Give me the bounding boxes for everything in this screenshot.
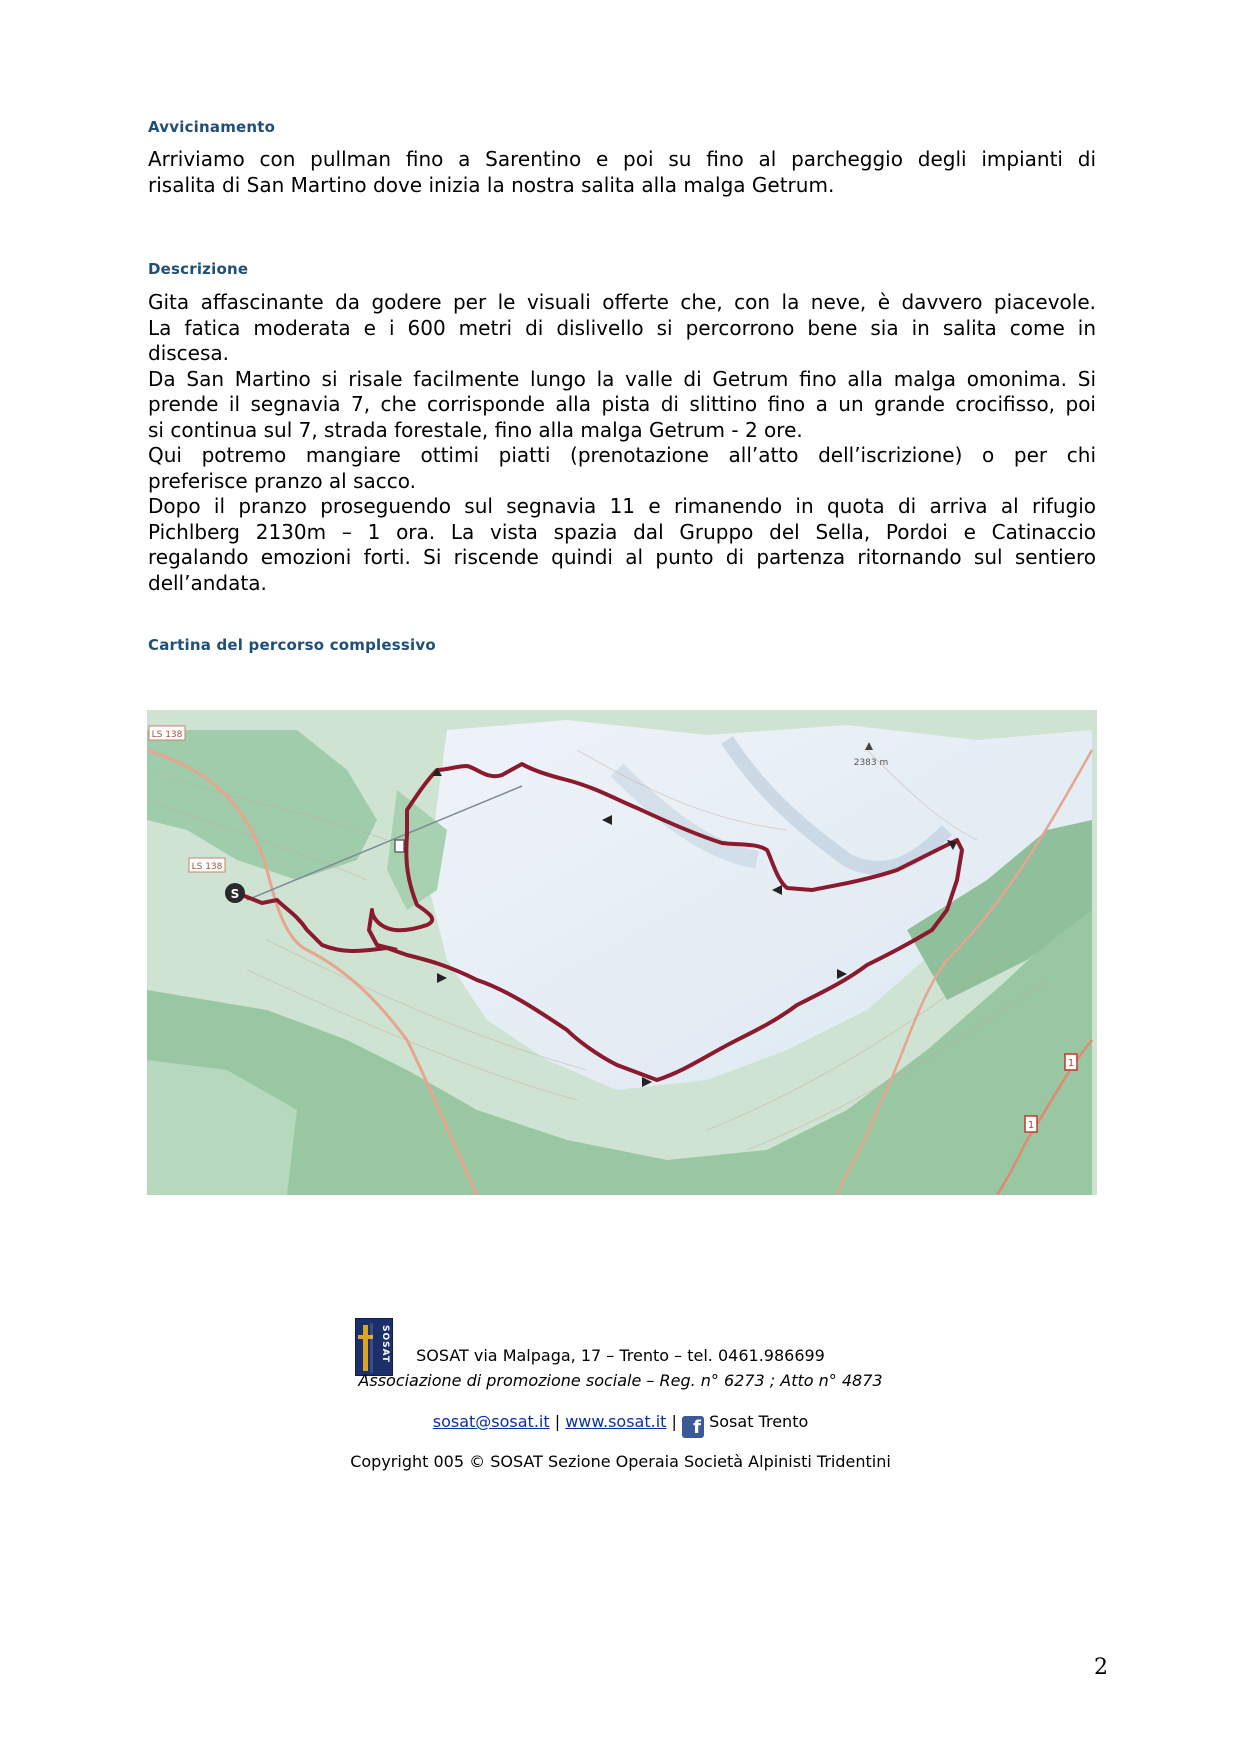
peak-elevation-label: 2383 m — [853, 758, 889, 768]
description-line: regalando emozioni forti. Si riscende quindi al punto di partenza ritornando sul sentiero — [148, 545, 1096, 569]
description-line: preferisce pranzo al sacco. — [148, 468, 417, 493]
description-line: Pichlberg 2130m – 1 ora. La vista spazia dal Gruppo del Sella, Pordoi e Catinaccio — [148, 519, 1096, 544]
page-number: 2 — [1094, 1655, 1108, 1680]
approach-paragraph — [148, 147, 1096, 198]
description-paragraph — [148, 290, 1096, 596]
sosat-logo-text: SOSAT — [380, 1325, 390, 1364]
email-link[interactable]: sosat@sosat.it — [432, 1412, 550, 1431]
road-label-top: LS 138 — [151, 730, 183, 740]
facebook-icon[interactable]: f — [682, 1416, 704, 1438]
road-label-left: LS 138 — [191, 862, 223, 872]
route-map — [147, 710, 1097, 1195]
section-heading-approach: Avvicinamento — [148, 118, 276, 136]
road-marker-label: 1 — [1067, 1058, 1075, 1069]
description-line: Da San Martino si risale facilmente lungo la valle di Getrum fino alla malga omonima. Si — [148, 366, 1096, 391]
description-line: Gita affascinante da godere per le visuali offerte che, con la neve, è davvero piacevole. — [148, 290, 1096, 314]
separator: | — [554, 1412, 561, 1431]
facebook-label[interactable]: Sosat Trento — [709, 1412, 809, 1431]
description-line: si continua sul 7, strada forestale, fino alla malga Getrum - 2 ore. — [148, 417, 803, 442]
footer-copyright: Copyright 005 © SOSAT Sezione Operaia Società Alpinisti Tridentini — [350, 1452, 891, 1471]
approach-line-2: risalita di San Martino dove inizia la nostra salita alla malga Getrum. — [148, 172, 835, 197]
road-marker-label: 1 — [1027, 1120, 1035, 1131]
footer-association: Associazione di promozione sociale – Reg. n° 6273 ; Atto n° 4873 — [358, 1371, 883, 1390]
approach-line-1: Arriviamo con pullman fino a Sarentino e poi su fino al parcheggio degli impianti di — [148, 147, 1096, 171]
route-map-svg — [147, 710, 1097, 1195]
description-line: discesa. — [148, 341, 230, 365]
description-line: dell’andata. — [148, 570, 267, 595]
start-marker-label: S — [230, 887, 240, 901]
description-line: La fatica moderata e i 600 metri di dislivello si percorrono bene sia in salita come in — [148, 315, 1096, 340]
description-line: Qui potremo mangiare ottimi piatti (prenotazione all’atto dell’iscrizione) o per chi — [148, 443, 1096, 467]
description-line: Dopo il pranzo proseguendo sul segnavia 11 e rimanendo in quota di arriva al rifugio — [148, 494, 1096, 518]
footer-links — [0, 1412, 1241, 1438]
cable-car-icon — [395, 840, 404, 852]
section-heading-map: Cartina del percorso complessivo — [148, 636, 436, 654]
website-link[interactable]: www.sosat.it — [565, 1412, 667, 1431]
footer-address: SOSAT via Malpaga, 17 – Trento – tel. 0461.986699 — [416, 1346, 825, 1365]
section-heading-description: Descrizione — [148, 260, 249, 278]
separator: | — [671, 1412, 677, 1431]
description-line: prende il segnavia 7, che corrisponde alla pista di slittino fino a un grande crocifisso, poi — [148, 392, 1096, 416]
